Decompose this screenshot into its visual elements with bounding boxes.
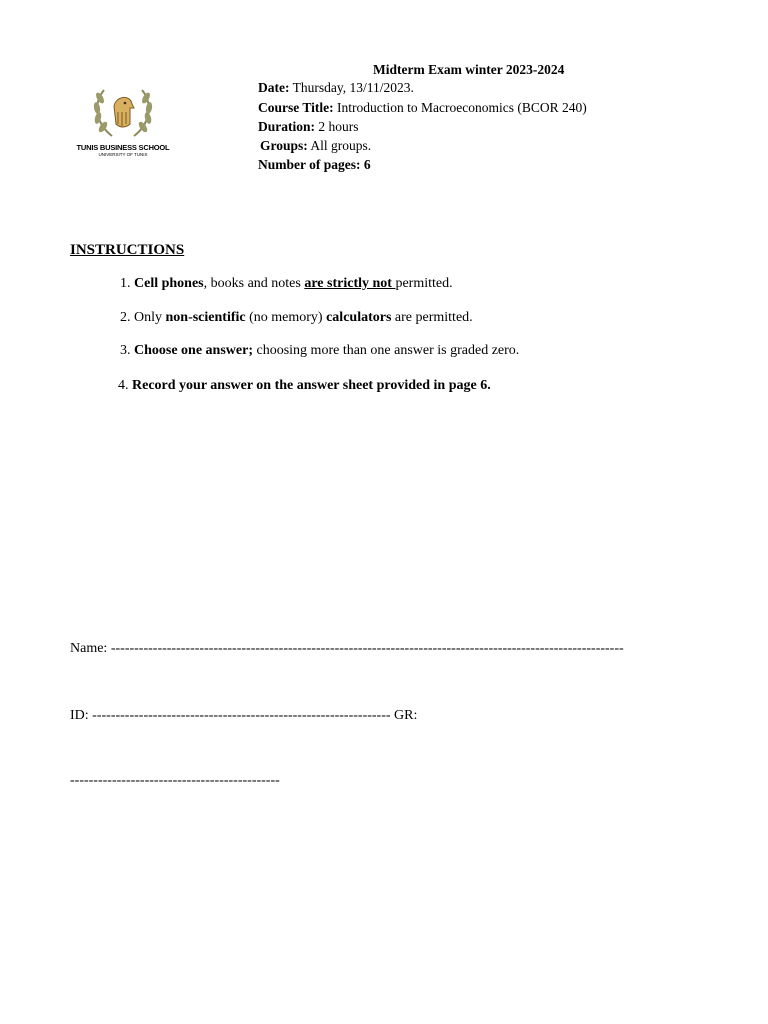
instruction-item (120, 310, 473, 326)
course-title (258, 100, 587, 116)
instruction-number: 1. (120, 276, 131, 291)
id-label: ID: (70, 708, 89, 723)
instruction-text-bold: non-scientific (165, 310, 246, 325)
instruction-item (120, 276, 453, 292)
instruction-item (120, 343, 519, 359)
exam-duration (258, 119, 359, 135)
instruction-text-bold: Choose one answer; (134, 343, 253, 358)
name-label: Name: (70, 641, 108, 656)
name-blank-line: -------------------------------------------------------------------------------------------------------------- (110, 641, 624, 656)
groups-value: All groups. (307, 138, 372, 153)
instruction-text: choosing more than one answer is graded zero. (253, 343, 520, 358)
group-label: GR: (394, 708, 418, 723)
exam-date (258, 80, 414, 96)
group-blank-line[interactable]: --------------------------------------------- (70, 773, 280, 788)
date-value: Thursday, 13/11/2023. (289, 80, 414, 95)
instruction-number: 2. (120, 310, 131, 325)
pages-label: Number of pages: 6 (258, 157, 371, 172)
number-of-pages (258, 157, 371, 173)
instruction-text: Only (134, 310, 166, 325)
instruction-text: (no memory) (245, 310, 327, 325)
id-blank-line: ---------------------------------------------------------------- (92, 708, 391, 723)
instruction-text-bold: Record your answer on the answer sheet provided in page 6. (132, 378, 491, 393)
instruction-number: 3. (120, 343, 131, 358)
instructions-heading: INSTRUCTIONS (70, 242, 185, 258)
exam-groups (260, 138, 371, 154)
instruction-text: , books and notes (203, 276, 305, 291)
exam-title: Midterm Exam winter 2023-2024 (373, 62, 565, 77)
logo-university-name: UNIVERSITY OF TUNIS (98, 152, 148, 157)
eagle-laurel-emblem-icon (90, 84, 156, 142)
duration-value: 2 hours (315, 119, 359, 134)
course-title-label: Course Title: (258, 100, 334, 115)
instruction-item (118, 378, 491, 394)
instruction-number: 4. (118, 378, 129, 393)
student-id-field[interactable] (70, 708, 417, 724)
course-title-value: Introduction to Macroeconomics (BCOR 240) (333, 100, 587, 115)
school-logo (76, 84, 170, 160)
instruction-text: permitted. (395, 276, 453, 291)
logo-school-name: TUNIS BUSINESS SCHOOL (76, 143, 170, 152)
date-label: Date: (258, 80, 290, 95)
instruction-text: are permitted. (391, 310, 473, 325)
duration-label: Duration: (258, 119, 315, 134)
instruction-text-bold: calculators (326, 310, 392, 325)
instruction-text-emphasis: are strictly not (304, 276, 396, 291)
instruction-text-bold: Cell phones (134, 276, 204, 291)
groups-label: Groups: (260, 138, 308, 153)
student-name-field[interactable] (70, 641, 624, 657)
